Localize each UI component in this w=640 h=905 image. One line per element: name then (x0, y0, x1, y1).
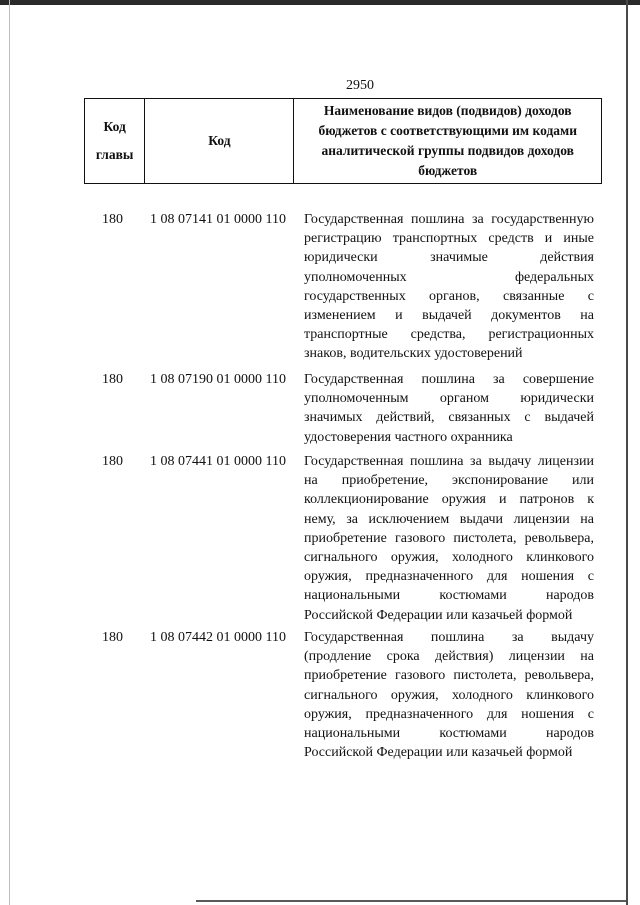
description-line: приобретение газового пистолета, револьвера, (304, 668, 594, 684)
description-line: приобретение газового пистолета, револьвера, (304, 530, 594, 546)
description-line: оружия, предназначенного для ношения с (304, 569, 594, 585)
header-chapter-code (85, 99, 145, 184)
description-line: уполномоченным органом юридически (304, 391, 594, 407)
income-code: 1 08 07442 01 0000 110 (150, 630, 286, 645)
description-line: изменением и выдачей документов на (304, 308, 594, 324)
scan-edge-bottom (196, 900, 626, 902)
header-name (294, 99, 602, 184)
header-table (84, 98, 602, 184)
description-line: Российской Федерации или казачьей формой (304, 607, 573, 623)
description-line: юридически значимые действия (304, 250, 594, 266)
description-line: Российской Федерации или казачьей формой (304, 745, 573, 761)
description-line: знаков, водительских удостоверений (304, 346, 523, 362)
description-line: Государственная пошлина за выдачу лицензии (304, 454, 594, 469)
header-name-line: бюджетов (418, 163, 478, 178)
income-description (304, 370, 594, 447)
page-number: 2950 (346, 78, 374, 93)
header-name-line: Наименование видов (подвидов) доходов (323, 103, 572, 118)
scan-edge-left (9, 0, 10, 905)
income-description (304, 210, 594, 364)
description-line: на приобретение, экспонирование или (304, 473, 594, 489)
description-line: национальными костюмами народов (304, 588, 594, 604)
scan-edge-top (0, 0, 640, 5)
header-chapter-code-line: главы (95, 147, 134, 162)
description-line: Государственная пошлина за выдачу (304, 630, 594, 645)
header-code: Код (145, 99, 294, 184)
description-line: транспортные средства, регистрационных (304, 327, 594, 343)
description-line: значимых действий, связанных с выдачей (304, 410, 594, 426)
description-line: Государственная пошлина за совершение (304, 372, 594, 387)
income-code: 1 08 07141 01 0000 110 (150, 212, 286, 227)
chapter-code: 180 (102, 372, 123, 387)
description-line: национальными костюмами народов (304, 726, 594, 742)
header-name-line: аналитической группы подвидов доходов (321, 143, 574, 158)
chapter-code: 180 (102, 212, 123, 227)
header-chapter-code-line: Код (103, 119, 126, 134)
description-line: оружия, предназначенного для ношения с (304, 706, 594, 722)
description-line: удостоверения частного охранника (304, 429, 513, 445)
income-description (304, 452, 594, 625)
header-name-line: бюджетов с соответствующими им кодами (318, 123, 578, 138)
scan-edge-right (626, 0, 628, 905)
income-code: 1 08 07190 01 0000 110 (150, 372, 286, 387)
description-line: коллекционирование оружия и патронов к (304, 492, 594, 508)
description-line: государственных органов, связанные с (304, 288, 594, 304)
description-line: сигнального оружия, холодного клинкового (304, 687, 594, 703)
description-line: нему, за исключением выдачи лицензии на (304, 511, 594, 527)
description-line: (продление срока действия) лицензии на (304, 649, 594, 665)
chapter-code: 180 (102, 630, 123, 645)
description-line: Государственная пошлина за государственную (304, 212, 594, 227)
income-description (304, 628, 594, 762)
income-code: 1 08 07441 01 0000 110 (150, 454, 286, 469)
description-line: сигнального оружия, холодного клинкового (304, 550, 594, 566)
description-line: уполномоченных федеральных (304, 269, 594, 285)
chapter-code: 180 (102, 454, 123, 469)
description-line: регистрацию транспортных средств и иные (304, 231, 594, 247)
